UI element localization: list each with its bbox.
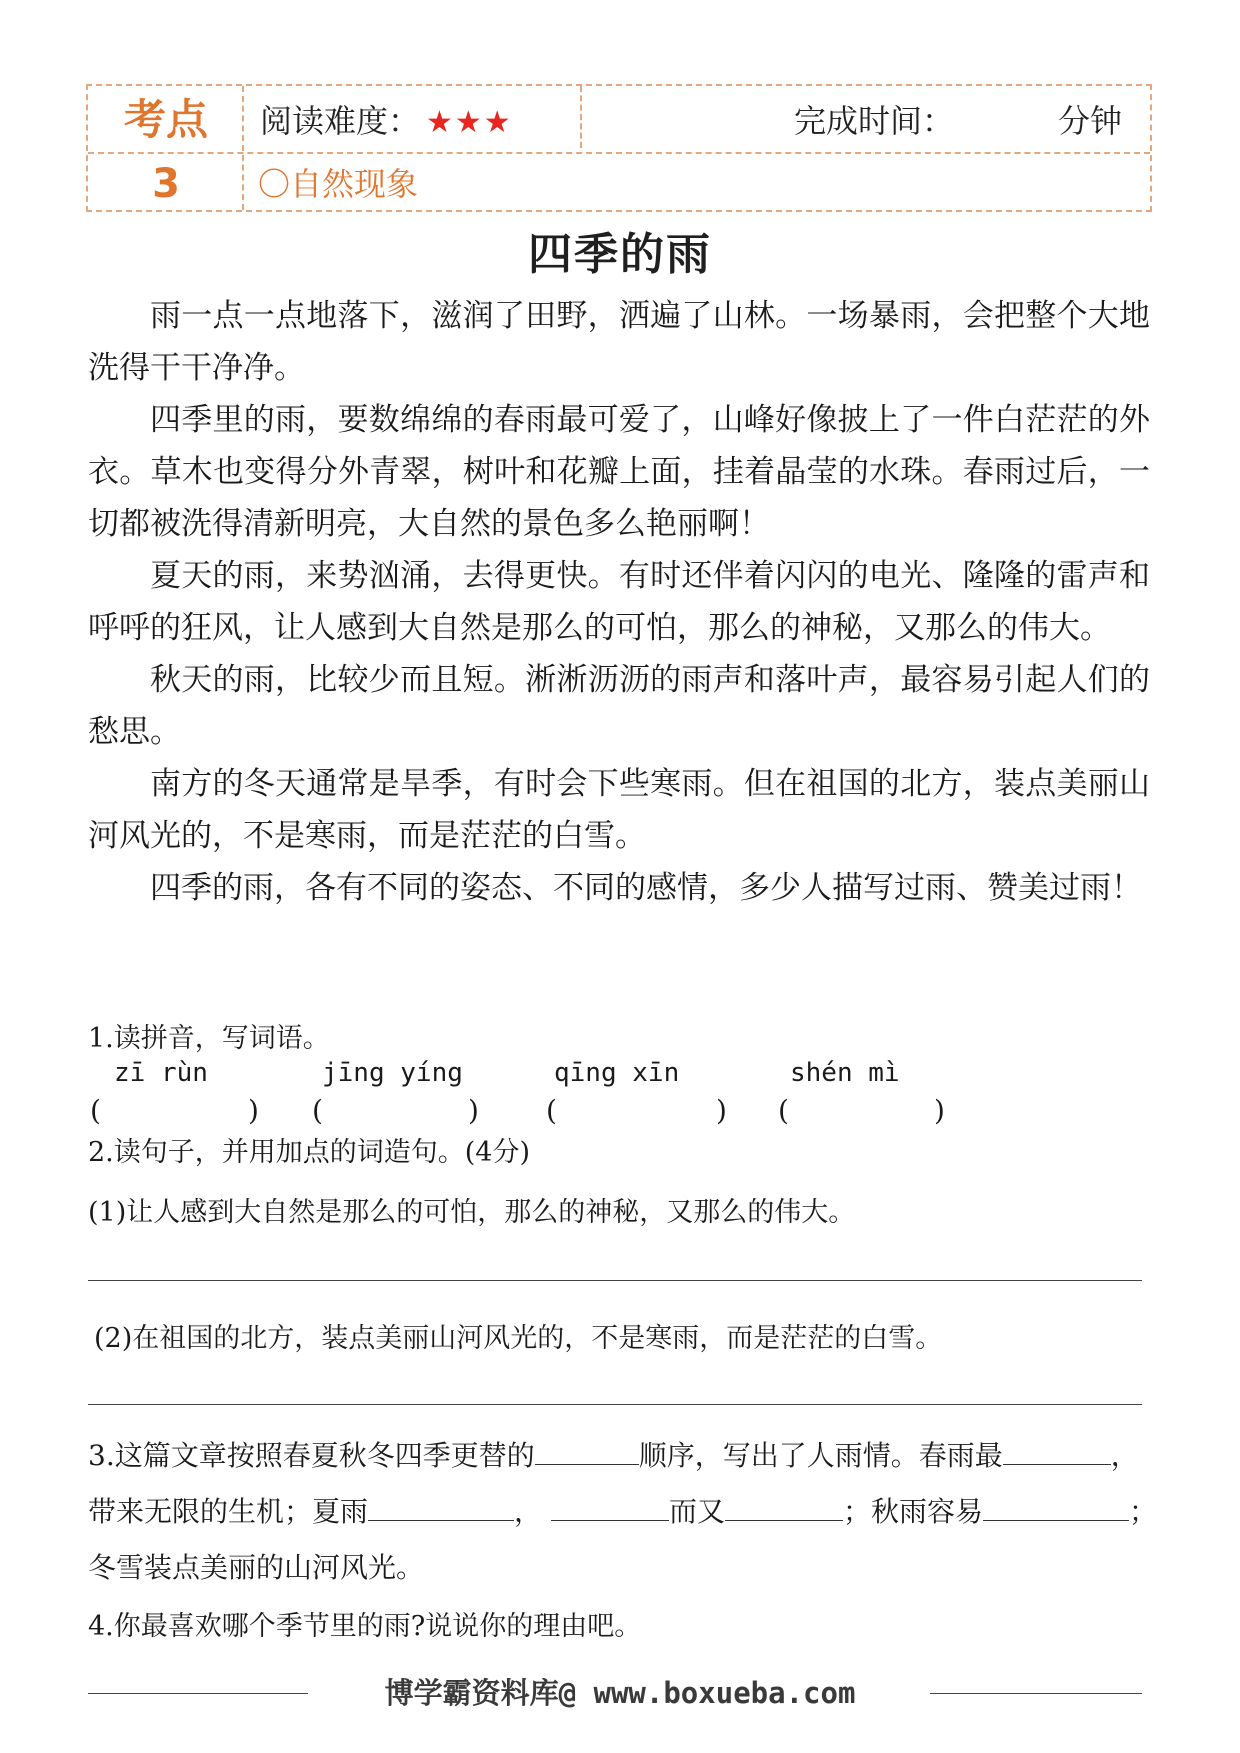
fill-blank[interactable] (1003, 1434, 1111, 1465)
kaodian-label: 考点 (123, 95, 208, 144)
question-3-text: ；秋雨容易 (842, 1495, 983, 1528)
paragraph: 雨一点一点地落下，滋润了田野，洒遍了山林。一场暴雨，会把整个大地洗得干干净净。 (88, 298, 1150, 386)
question-1-prompt: 1.读拼音，写词语。 (88, 1023, 330, 1054)
completion-time-unit: 分钟 (1058, 102, 1123, 140)
question-3 (88, 1428, 1158, 1596)
pinyin-1: zī rùn (114, 1058, 208, 1088)
question-3-text: 冬雪装点美丽的山河风光。 (88, 1551, 425, 1584)
answer-paren-open: ( (778, 1094, 789, 1127)
answer-paren-close: ) (934, 1094, 945, 1127)
pinyin-2: jīng yíng (322, 1058, 463, 1088)
question-3-text: 3.这篇文章按照春夏秋冬四季更替的 (88, 1439, 535, 1472)
answer-paren-close: ) (468, 1094, 479, 1127)
answer-paren-close: ) (248, 1094, 259, 1127)
fill-blank[interactable] (983, 1490, 1129, 1521)
paragraph: 四季的雨，各有不同的姿态、不同的感情，多少人描写过雨、赞美过雨！ (150, 870, 1142, 906)
kaodian-number: 3 (152, 161, 180, 207)
question-3-text: 顺序，写出了人雨情。春雨最 (638, 1439, 1003, 1472)
difficulty (260, 98, 513, 144)
header-table (86, 84, 1152, 212)
question-3-text: 而又 (668, 1495, 725, 1528)
fill-blank[interactable] (368, 1490, 514, 1521)
fill-blank[interactable] (725, 1490, 843, 1521)
topic-label: 〇自然现象 (258, 165, 419, 203)
question-2-sentence-2: (2)在祖国的北方，装点美丽山河风光的，不是寒雨，而是茫茫的白雪。 (94, 1323, 943, 1354)
header-divider (580, 86, 582, 148)
question-3-text: ， (1110, 1439, 1139, 1472)
difficulty-label: 阅读难度： (260, 102, 421, 140)
question-3-text: ； (1128, 1495, 1157, 1528)
completion-time-label: 完成时间： (794, 102, 955, 140)
pinyin-4: shén mì (790, 1058, 900, 1088)
question-2-sentence-1: (1)让人感到大自然是那么的可怕，那么的神秘，又那么的伟大。 (88, 1197, 856, 1228)
question-3-text: 带来无限的生机；夏雨 (88, 1495, 369, 1528)
question-2-prompt: 2.读句子，并用加点的词造句。(4分) (88, 1137, 531, 1168)
answer-line[interactable] (88, 1280, 1142, 1281)
passage-title: 四季的雨 (528, 229, 712, 280)
answer-paren-close: ) (716, 1094, 727, 1127)
paragraph: 四季里的雨，要数绵绵的春雨最可爱了，山峰好像披上了一件白茫茫的外衣。草木也变得分外青翠，树叶和花瓣上面，挂着晶莹的水珠。春雨过后，一切都被洗得清新明亮，大自然的景色多么艳丽啊！ (88, 402, 1150, 542)
paragraph: 秋天的雨，比较少而且短。淅淅沥沥的雨声和落叶声，最容易引起人们的愁思。 (88, 662, 1150, 750)
passage (88, 290, 1150, 914)
answer-paren-open: ( (546, 1094, 557, 1127)
paragraph: 南方的冬天通常是旱季，有时会下些寒雨。但在祖国的北方，装点美丽山河风光的，不是寒雨，而是茫茫的白雪。 (88, 766, 1150, 854)
question-4-prompt: 4.你最喜欢哪个季节里的雨?说说你的理由吧。 (88, 1611, 642, 1642)
fill-blank[interactable] (535, 1434, 639, 1465)
watermark: 博学霸资料库@ www.boxueba.com (384, 1676, 856, 1710)
answer-line[interactable] (88, 1404, 1142, 1405)
pinyin-3: qīng xīn (554, 1058, 680, 1088)
answer-paren-open: ( (312, 1094, 323, 1127)
header-divider (88, 152, 1150, 154)
star-rating-icon: ★★★ (426, 105, 513, 140)
answer-paren-open: ( (90, 1094, 101, 1127)
question-3-text: ， (514, 1495, 543, 1528)
paragraph: 夏天的雨，来势汹涌，去得更快。有时还伴着闪闪的电光、隆隆的雷声和呼呼的狂风，让人感到大自然是那么的可怕，那么的神秘，又那么的伟大。 (88, 558, 1150, 646)
fill-blank[interactable] (551, 1490, 669, 1521)
